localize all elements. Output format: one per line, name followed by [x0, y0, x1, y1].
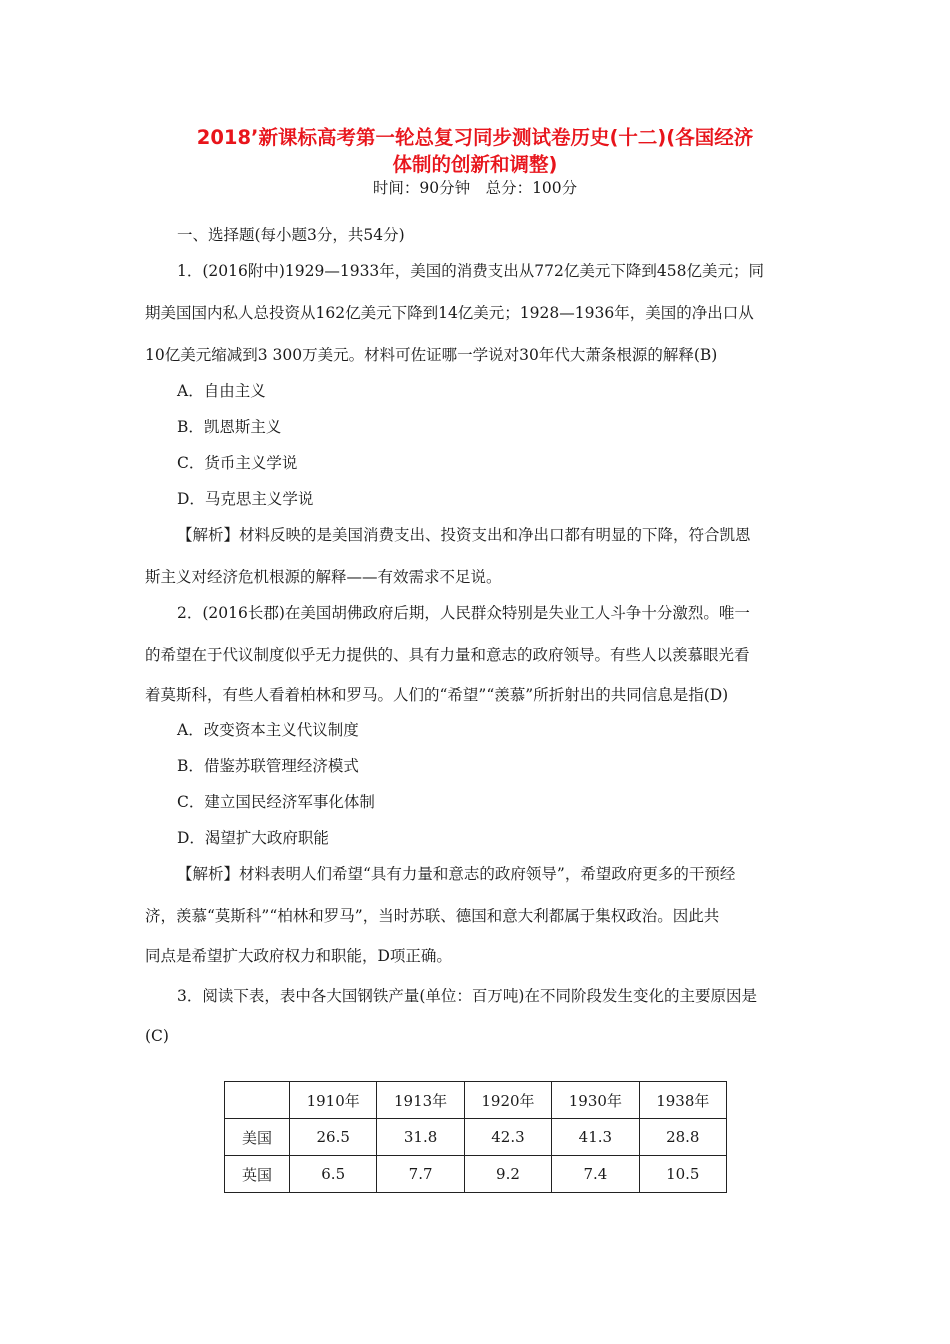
table-cell: 31.8	[377, 1119, 464, 1156]
table-row	[225, 1156, 727, 1193]
q1-option-d: D．马克思主义学说	[177, 490, 314, 508]
table-year-header: 1913年	[377, 1082, 464, 1119]
q2-line-2: 的希望在于代议制度似乎无力提供的、具有力量和意志的政府领导。有些人以羡慕眼光看	[145, 646, 750, 664]
table-header-row	[225, 1082, 727, 1119]
q2-option-c: C．建立国民经济军事化体制	[177, 793, 375, 811]
q3-line-2: (C)	[145, 1027, 169, 1045]
q1-option-b: B．凯恩斯主义	[177, 418, 282, 436]
table-cell: 42.3	[464, 1119, 551, 1156]
section-heading: 一、选择题(每小题3分，共54分)	[177, 226, 405, 244]
q2-line-1: 2．(2016长郡)在美国胡佛政府后期，人民群众特别是失业工人斗争十分激烈。唯一	[177, 604, 750, 622]
table-cell: 9.2	[464, 1156, 551, 1193]
table-year-header: 1930年	[552, 1082, 639, 1119]
table-country-cell: 美国	[225, 1119, 290, 1156]
q1-line-3: 10亿美元缩减到3 300万美元。材料可佐证哪一学说对30年代大萧条根源的解释(B)	[145, 346, 718, 364]
document-title-line-1: 2018’新课标高考第一轮总复习同步测试卷历史(十二)(各国经济	[196, 126, 754, 149]
table-cell: 7.4	[552, 1156, 639, 1193]
table-cell: 28.8	[639, 1119, 726, 1156]
table-year-header: 1938年	[639, 1082, 726, 1119]
table-corner-cell	[225, 1082, 290, 1119]
q2-analysis-line-1: 【解析】材料表明人们希望“具有力量和意志的政府领导”，希望政府更多的干预经	[177, 865, 736, 883]
table-cell: 7.7	[377, 1156, 464, 1193]
q2-analysis-line-2: 济，羡慕“莫斯科”“柏林和罗马”，当时苏联、德国和意大利都属于集权政治。因此共	[145, 907, 720, 925]
table-year-header: 1920年	[464, 1082, 551, 1119]
q2-option-b: B．借鉴苏联管理经济模式	[177, 757, 359, 775]
steel-output-table	[224, 1081, 727, 1193]
q3-line-1: 3．阅读下表，表中各大国钢铁产量(单位：百万吨)在不同阶段发生变化的主要原因是	[177, 987, 757, 1005]
table-row	[225, 1119, 727, 1156]
table-year-header: 1910年	[290, 1082, 377, 1119]
q2-line-3: 着莫斯科，有些人看着柏林和罗马。人们的“希望”“羡慕”所折射出的共同信息是指(D)	[145, 686, 729, 704]
q2-option-d: D．渴望扩大政府职能	[177, 829, 329, 847]
q1-line-2: 期美国国内私人总投资从162亿美元下降到14亿美元；1928—1936年，美国的净出口从	[145, 304, 754, 322]
q2-analysis-line-3: 同点是希望扩大政府权力和职能，D项正确。	[145, 947, 452, 965]
exam-meta: 时间：90分钟 总分：100分	[372, 179, 578, 197]
table-cell: 26.5	[290, 1119, 377, 1156]
q1-option-c: C．货币主义学说	[177, 454, 298, 472]
q1-analysis-line-1: 【解析】材料反映的是美国消费支出、投资支出和净出口都有明显的下降，符合凯恩	[177, 526, 751, 544]
document-title-line-2: 体制的创新和调整)	[392, 153, 558, 176]
q1-line-1: 1．(2016附中)1929—1933年，美国的消费支出从772亿美元下降到458亿美元；同	[177, 262, 764, 280]
table-cell: 10.5	[639, 1156, 726, 1193]
table-cell: 6.5	[290, 1156, 377, 1193]
q1-option-a: A．自由主义	[177, 382, 266, 400]
q1-analysis-line-2: 斯主义对经济危机根源的解释——有效需求不足说。	[145, 568, 502, 586]
table-country-cell: 英国	[225, 1156, 290, 1193]
q2-option-a: A．改变资本主义代议制度	[177, 721, 359, 739]
table-cell: 41.3	[552, 1119, 639, 1156]
